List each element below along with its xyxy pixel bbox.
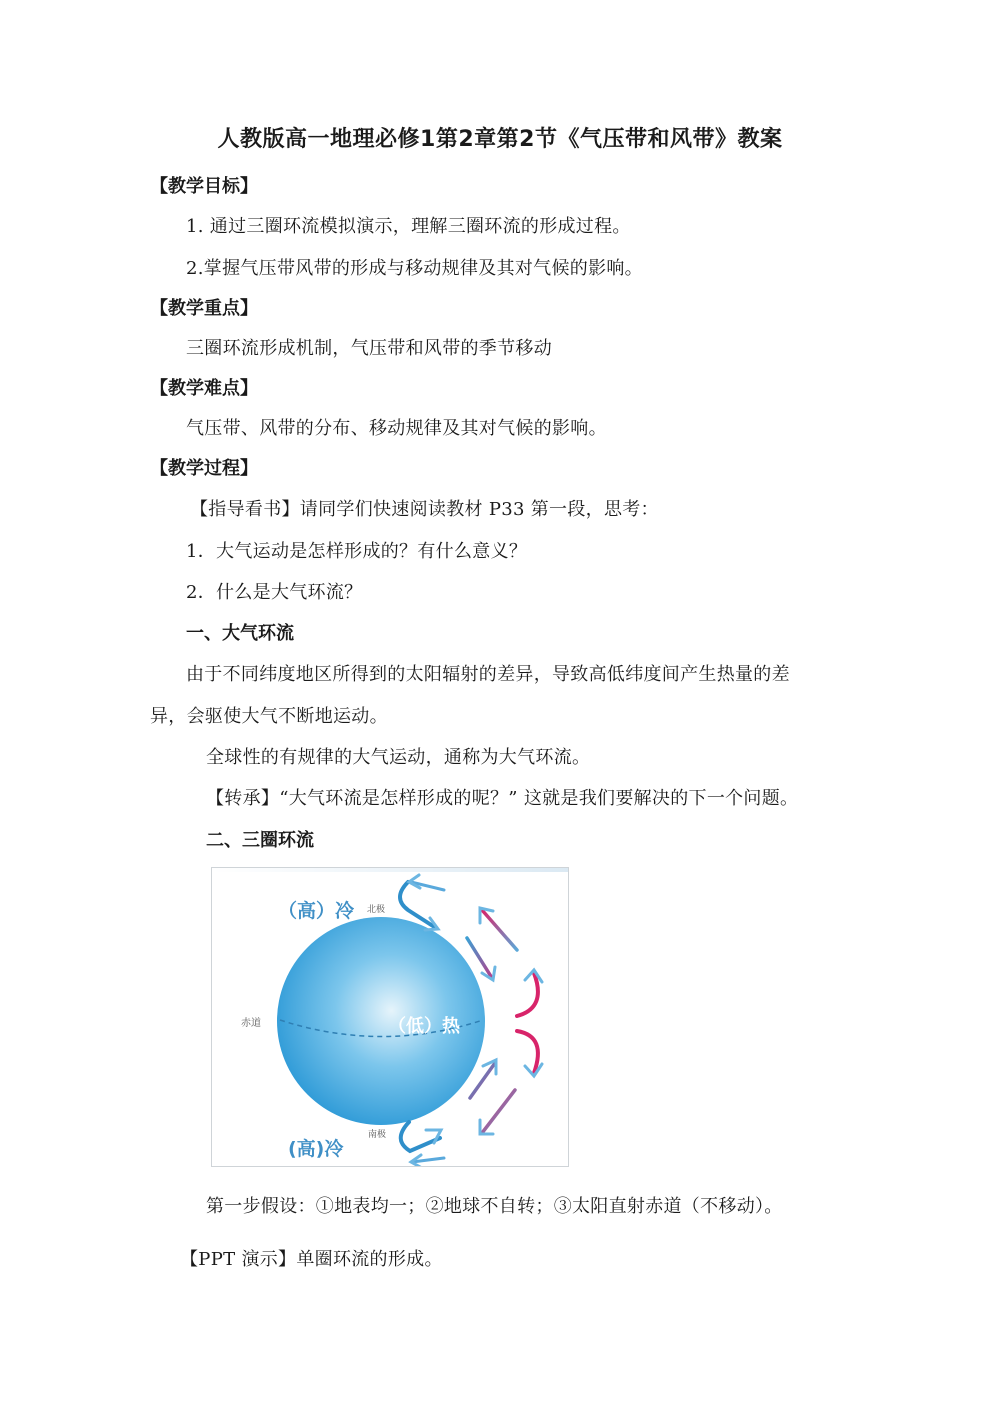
transition-text: 【转承】“大气环流是怎样形成的呢？” 这就是我们要解决的下一个问题。 [206, 788, 799, 809]
south-pole-label: 南极 [368, 1130, 387, 1140]
ppt-demo-note: 【PPT 演示】单圈环流的形成。 [180, 1249, 443, 1270]
question-2: 2．什么是大气环流？ [186, 582, 363, 603]
first-step-assumption: 第一步假设：①地表均一；②地球不自转；③太阳直射赤道（不移动）。 [206, 1196, 783, 1217]
circulation-paragraph-line-2: 异，会驱使大气不断地运动。 [150, 706, 388, 727]
document-title: 人教版高一地理必修1第2章第2节《气压带和风带》教案 [217, 127, 783, 152]
three-cell-circulation-figure [211, 867, 569, 1167]
objectives-heading: 【教学目标】 [150, 176, 258, 197]
difficulties-text: 气压带、风带的分布、移动规律及其对气候的影响。 [186, 418, 607, 439]
equator-low-hot-label: （低）热 [388, 1016, 460, 1037]
difficulties-heading: 【教学难点】 [150, 378, 258, 399]
objective-item-2: 2.掌握气压带风带的形成与移动规律及其对气候的影响。 [186, 258, 643, 279]
circulation-paragraph-line-1: 由于不同纬度地区所得到的太阳辐射的差异，导致高低纬度间产生热量的差 [186, 664, 790, 685]
objective-item-1: 1. 通过三圈环流模拟演示，理解三圈环流的形成过程。 [186, 216, 631, 237]
section-atmospheric-circulation-heading: 一、大气环流 [186, 623, 294, 644]
north-high-cold-label: （高）冷 [278, 900, 355, 922]
circulation-definition: 全球性的有规律的大气运动，通称为大气环流。 [206, 747, 591, 768]
key-points-text: 三圈环流形成机制，气压带和风带的季节移动 [186, 338, 552, 359]
reading-guide: 【指导看书】请同学们快速阅读教材 P33 第一段，思考： [190, 499, 659, 520]
question-1: 1．大气运动是怎样形成的？有什么意义？ [186, 541, 528, 562]
process-heading: 【教学过程】 [150, 458, 258, 479]
key-points-heading: 【教学重点】 [150, 298, 258, 319]
north-pole-label: 北极 [367, 905, 386, 915]
section-three-cell-circulation-heading: 二、三圈环流 [206, 830, 314, 851]
equator-label: 赤道 [241, 1018, 261, 1029]
south-high-cold-label: (高)冷 [288, 1138, 344, 1160]
